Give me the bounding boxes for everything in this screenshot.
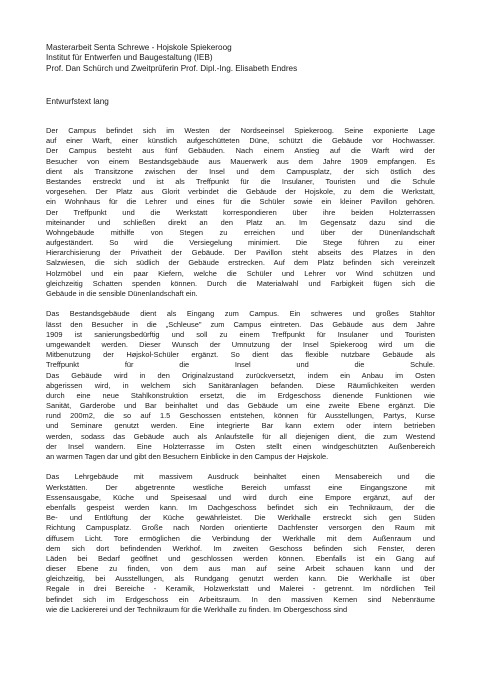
text-line: an warmen Tagen dar und gibt den Besuchern Einblicke in den Campus der Højskole. bbox=[46, 452, 329, 461]
text-line: Treffpunkt für die Insel und die Schule. bbox=[46, 360, 435, 370]
section-title: Entwurfstext lang bbox=[46, 97, 109, 106]
text-line: Besucher von einem Bestandsgebäude aus Mauerwerk aus dem Jahre 1909 empfangen. Es bbox=[46, 156, 435, 166]
text-line: Wohngebäude mithilfe von Stegen zu erreichen und über der Dünenlandschaft bbox=[46, 227, 435, 237]
text-line: vorgesehen. Der Platz aus Glorit verbindet die Gebäude der Hojskole, zu dem die Werkstatt, bbox=[46, 187, 435, 197]
text-line: werden, sodass das Gebäude auch als Anlaufstelle für all diejenigen dient, die zum Westend bbox=[46, 431, 435, 441]
text-line: lässt den Besucher in die „Schleuse" zum Campus eintreten. Das Gebäude aus dem Jahre bbox=[46, 319, 435, 329]
text-line: Holzmöbel und ein paar Kiefern, welche die Schüler und Lehrer vor Wind schützen und bbox=[46, 268, 435, 278]
text-line: Sanität, Garderobe und Bar beinhaltet und das Gebäude um eine zweite Ebene ergänzt. Die bbox=[46, 401, 435, 411]
text-line: Richtung Campusplatz. Große nach Norden orientierte Dachfenster versorgen den Raum mit bbox=[46, 523, 435, 533]
paragraph bbox=[46, 126, 435, 299]
header-line-professors: Prof. Dan Schürch und Zweitprüferin Prof. Dipl.-Ing. Elisabeth Endres bbox=[46, 63, 298, 73]
text-line: 1909 ist sanierungsbedürftig und soll zu einem Treffpunkt für Insulaner und Touristen bbox=[46, 329, 435, 339]
header-line-thesis: Masterarbeit Senta Schrewe - Hojskole Spiekeroog bbox=[46, 43, 232, 52]
text-line: Das Bestandsgebäude dient als Eingang zum Campus. Ein schweres und großes Stahltor bbox=[46, 309, 435, 319]
text-line: miteinander und schließen direkt an den Platz an. Im Gegensatz dazu sind die bbox=[46, 217, 435, 227]
text-line: wie die Lackiererei und der Technikraum für die Werkhalle zu finden. Im Obergeschoss sind bbox=[46, 604, 348, 614]
text-line: gleichzeitig Schatten spenden können. Durch die Materialwahl und Farbigkeit fügen sich die bbox=[46, 278, 435, 288]
document-header bbox=[46, 43, 446, 74]
text-line: Der Campus befindet sich im Westen der Nordseeinsel Spiekeroog. Seine exponierte Lage bbox=[46, 126, 435, 135]
text-line: dem sich dort befindenden Werkhof. Im zweiten Geschoss befinden sich Fenster, deren bbox=[46, 543, 435, 553]
paragraph bbox=[46, 472, 435, 615]
text-line: ebenfalls gespeist werden kann. Im Dachgeschoss befindet sich ein Technikraum, der die bbox=[46, 502, 435, 512]
header-line-institute: Institut für Entwerfen und Baugestaltung (IEB) bbox=[46, 53, 213, 63]
text-line: rund 200m2, die so auf 1.5 Geschossen entstehen, können für Ausstellungen, Partys, Kurse bbox=[46, 411, 435, 421]
text-line: Der Campus besteht aus fünf Gebäuden. Nach einem Anstieg auf die Warft wird der bbox=[46, 146, 435, 156]
text-line: auf einer Warft, einer künstlich aufgeschütteten Düne, schützt die Gebäude vor Hochwasser. bbox=[46, 136, 435, 146]
paragraph bbox=[46, 309, 435, 462]
text-line: ein Wohnhaus für die Lehrer und eines für die Schüler sowie ein kleiner Pavillon gehören. bbox=[46, 197, 435, 207]
text-line: aufgeständert. So wird die Versiegelung minimiert. Die Stege führen zu einer bbox=[46, 238, 435, 248]
text-line: dieser Ebene zu finden, von dem aus man auf seine Arbeit schauen kann und der bbox=[46, 564, 435, 574]
text-line: Läden bei Bedarf geöffnet und geschlossen werden können. Ebenfalls ist ein Gang auf bbox=[46, 553, 435, 563]
text-line: Werkstätten. Der abgetrennte westliche Bereich umfasst eine Eingangszone mit bbox=[46, 482, 435, 492]
text-line: Regale in drei Bereiche - Keramik, Holzwerkstatt und Malerei - getrennt. Im nördlichen Teil bbox=[46, 584, 435, 594]
text-line: diffusem Licht. Tore ermöglichen die Verbindung der Werkhalle mit dem Außenraum und bbox=[46, 533, 435, 543]
text-line: Das Gebäude wird in den Originalzustand zurückversetzt, indem ein Anbau im Osten bbox=[46, 370, 435, 380]
text-line: Gebäude in die sensible Dünenlandschaft ein. bbox=[46, 289, 198, 298]
text-line: umgewandelt werden. Dieser Wunsch der Umnutzung der Insel Spiekeroog wird um die bbox=[46, 339, 435, 349]
text-line: befindet sich im Erdgeschoss ein Arbeitsraum. In den massiven Kernen sind Nebenräume bbox=[46, 594, 435, 604]
text-line: durch eine neue Stahlkonstruktion ersetzt, die im Erdgeschoss dienende Funktionen wie bbox=[46, 390, 435, 400]
text-line: Der Treffpunkt und die Werkstatt korrespondieren über ihre beiden Holzterrassen bbox=[46, 207, 435, 217]
text-line: gleichzeitig, bei Ausstellungen, als Rundgang genutzt werden kann. Die Werkhalle ist über bbox=[46, 574, 435, 584]
text-line: Essensausgabe, Küche und Speisesaal und wird durch eine Empore ergänzt, auf der bbox=[46, 492, 435, 502]
text-line: Mitbenutzung der Højskol-Schüler ergänzt. So dient das flexible nutzbare Gebäude als bbox=[46, 350, 435, 360]
text-line: und Seminare genutzt werden. Eine integrierte Bar kann extern oder intern betrieben bbox=[46, 421, 435, 431]
text-line: abgerissen wird, in welchem sich Sanitäranlagen befanden. Diese Räumlichkeiten werden bbox=[46, 380, 435, 390]
text-line: der Insel wandern. Eine Holzterrasse im Osten stellt einen windgeschützten Außenbereich bbox=[46, 441, 435, 451]
body-text bbox=[46, 126, 435, 625]
text-line: Be- und Entlüftung der Küche gewährleistet. Die Werkhalle erstreckt sich gen Süden bbox=[46, 513, 435, 523]
text-line: Salzwiesen, die sich südlich der Gebäude erstrecken. Auf dem Platz befinden sich vereinzelt bbox=[46, 258, 435, 268]
text-line: dient als Transitzone zwischen der Insel und dem Campusplatz, der sich östlich des bbox=[46, 166, 435, 176]
text-line: Das Lehrgebäude mit massivem Ausdruck beinhaltet einen Mensabereich und die bbox=[46, 472, 435, 482]
text-line: Bestandes erstreckt und ist als Treffpunkt für die Insulaner, Touristen und die Schule bbox=[46, 176, 435, 186]
text-line: Hierarchisierung der Privatheit der Gebäude. Der Pavillon steht abseits des Platzes in den bbox=[46, 248, 435, 258]
